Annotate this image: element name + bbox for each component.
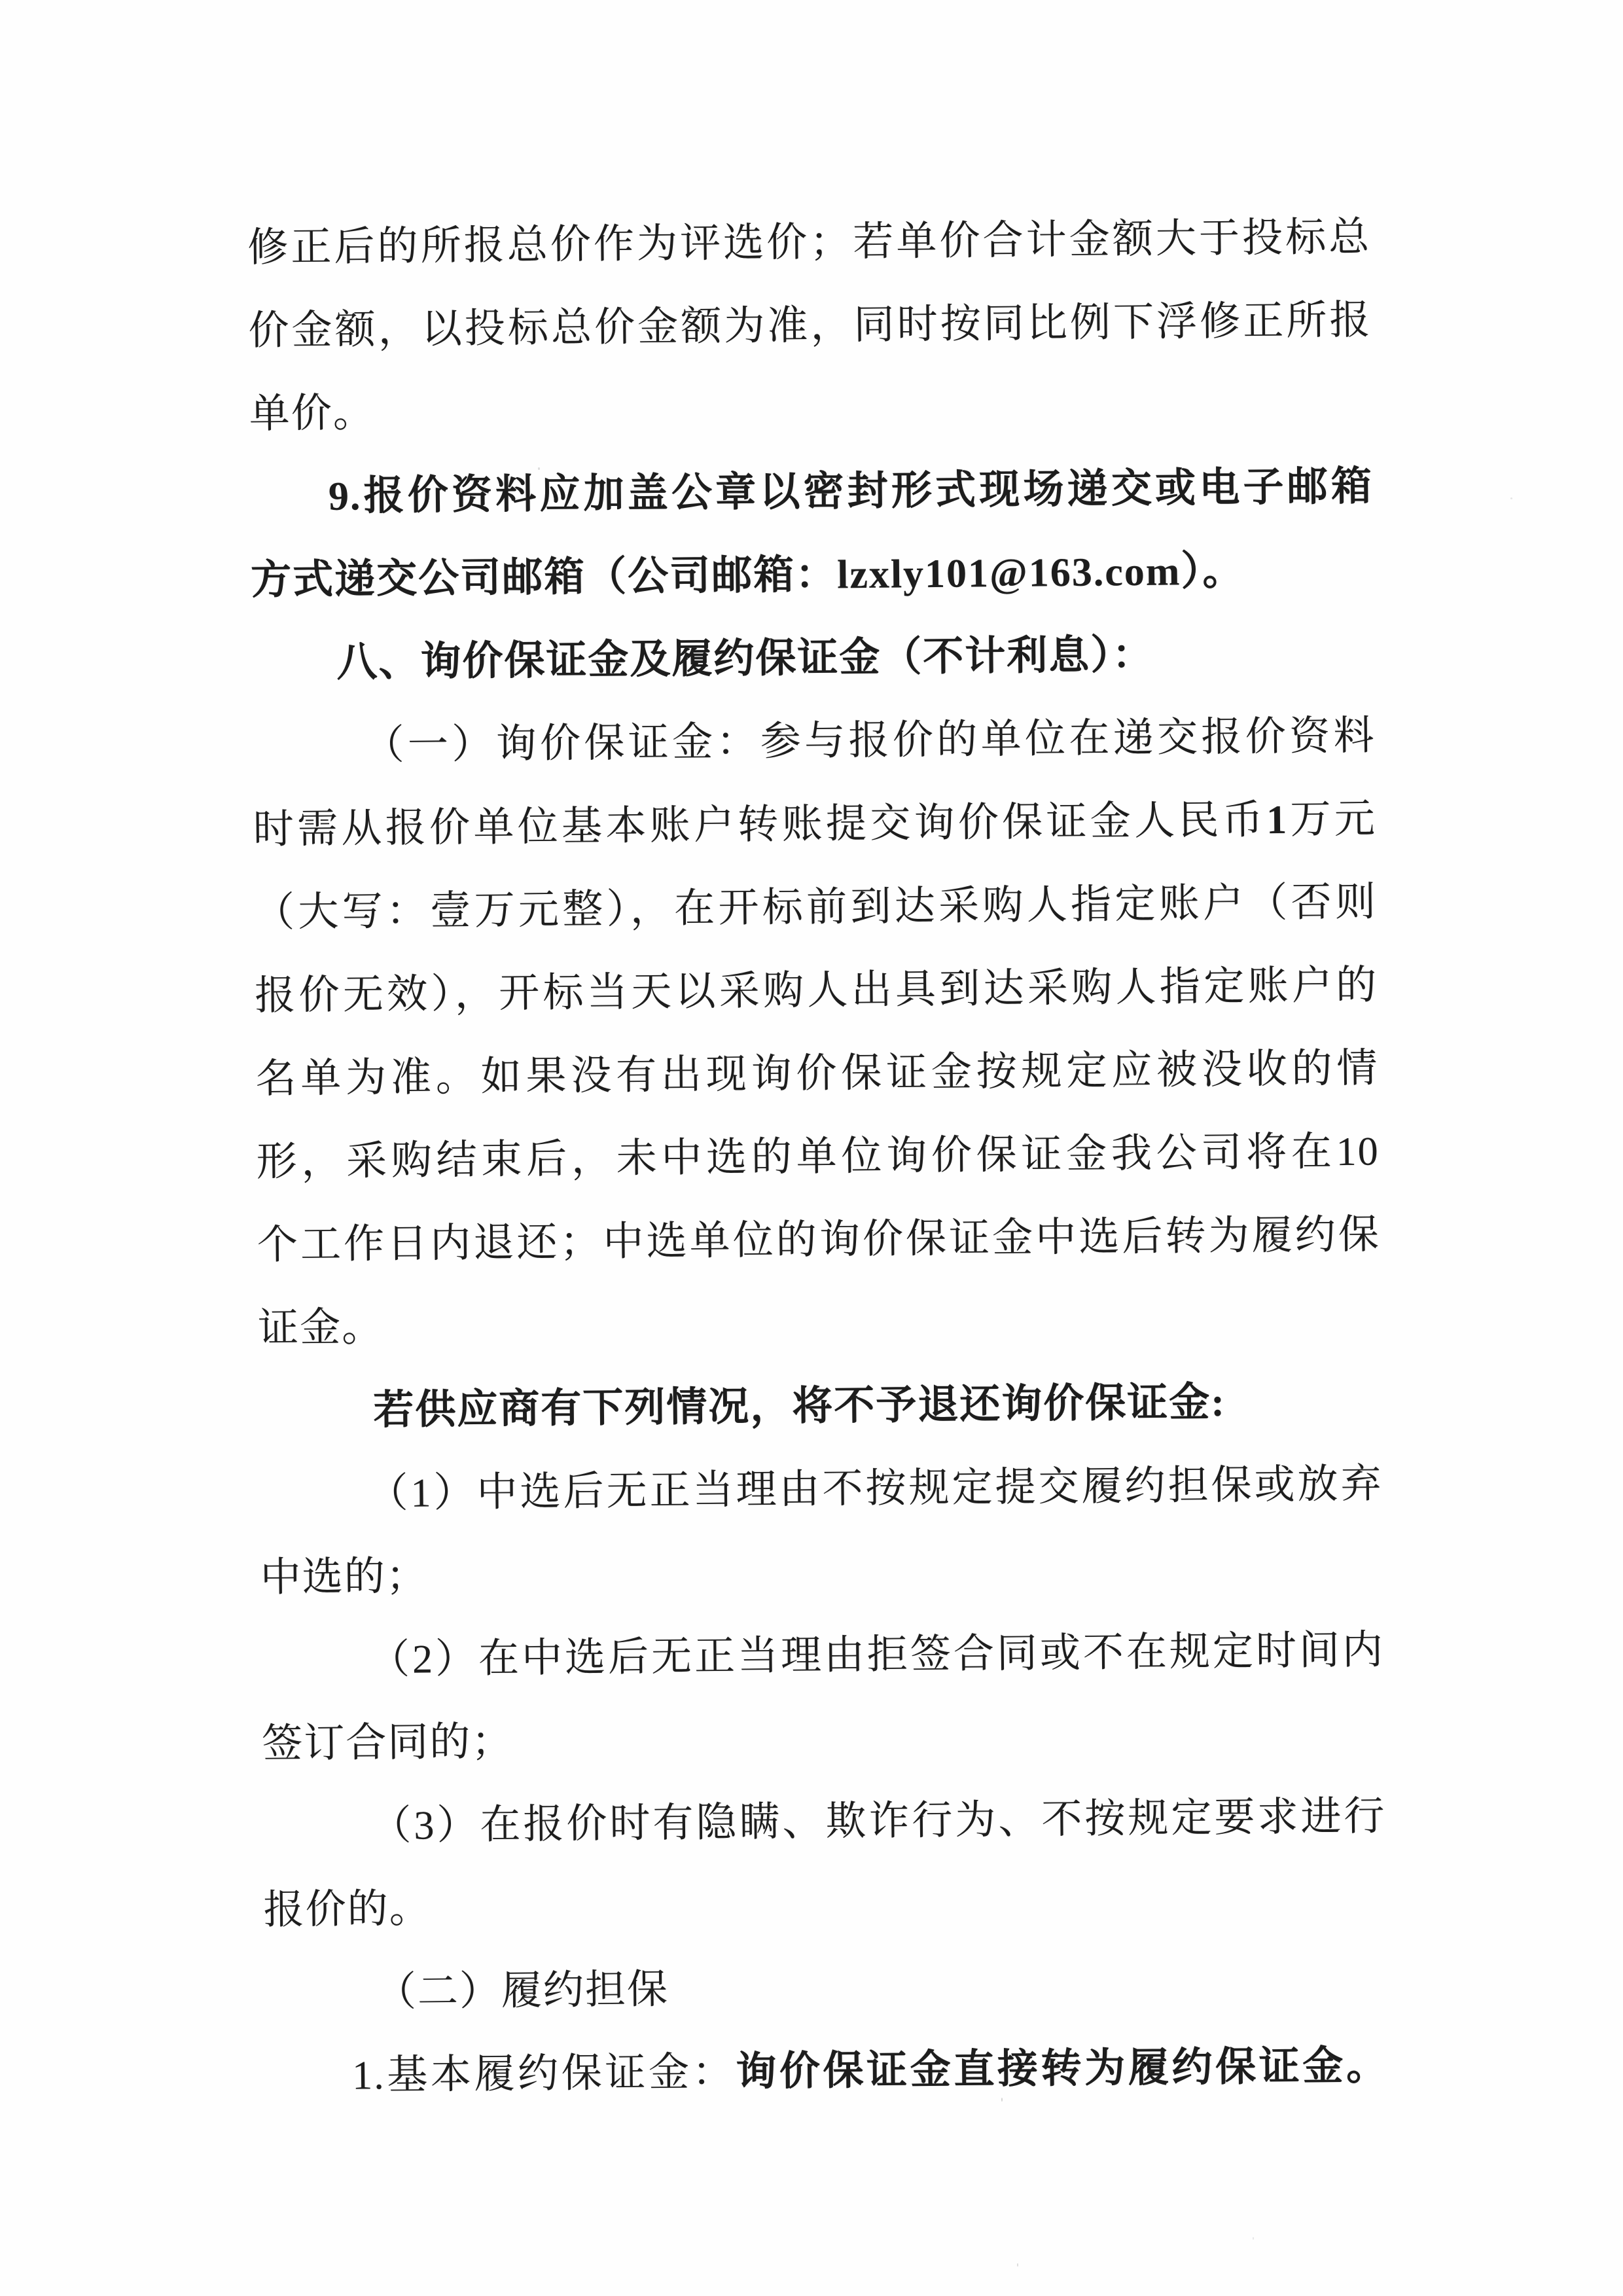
- text-line: [259, 1379, 1382, 1433]
- text-segment: 价金额，以投标总价金额为准，同时按同比例下浮修正所报: [248, 298, 1372, 353]
- text-segment: 万元: [1287, 797, 1377, 842]
- text-segment: 中选的；: [260, 1554, 429, 1600]
- text-line: [251, 631, 1375, 685]
- bold-text-segment: 八、询价保证金及履约保证金（不计利息）：: [336, 632, 1154, 685]
- bold-text-segment: 9.报价资料应加盖公章以密封形式现场递交或电子邮箱: [328, 464, 1374, 519]
- text-segment: 单价。: [249, 391, 376, 437]
- scan-noise-speck: [1253, 2237, 1254, 2240]
- text-line: [249, 382, 1372, 437]
- text-line: [262, 1712, 1385, 1766]
- text-line: [261, 1628, 1385, 1683]
- text-segment: （二）履约担保: [375, 1967, 669, 2015]
- text-line: [248, 299, 1372, 353]
- text-line: [258, 1296, 1382, 1350]
- text-segment: 证金。: [257, 1305, 384, 1351]
- document-text-block: [247, 216, 1389, 2138]
- scan-noise-speck: [538, 467, 540, 470]
- text-line: [260, 1545, 1384, 1600]
- text-line: [252, 714, 1376, 768]
- text-line: [247, 216, 1371, 270]
- text-line: [254, 880, 1378, 935]
- text-segment: （1）中选后无正当理由不按规定提交履约担保或放弃: [367, 1462, 1383, 1516]
- text-segment: 修正后的所报总价作为评选价；若单价合计金额大于投标总: [247, 215, 1371, 270]
- text-segment: 时需从报价单位基本账户转账提交询价保证金人民币: [253, 798, 1267, 852]
- text-segment: （大写：壹万元整），在开标前到达采购人指定账户（否则: [253, 880, 1378, 935]
- scan-noise-speck: [1001, 2098, 1003, 2102]
- text-segment: 报价的。: [263, 1886, 432, 1933]
- text-segment: （2）在中选后无正当理由拒签合同或不在规定时间内: [368, 1628, 1385, 1683]
- text-line: [262, 1795, 1386, 1849]
- text-segment: 个工作日内退还；中选单位的询价保证金中选后转为履约保: [257, 1212, 1381, 1268]
- scan-noise-speck: [1017, 2263, 1018, 2267]
- text-line: [256, 1130, 1380, 1184]
- bold-text-segment: 询价保证金直接转为履约保证金。: [735, 2043, 1389, 2094]
- text-line: [263, 1878, 1387, 1932]
- text-segment: （3）在报价时有隐瞒、欺诈行为、不按规定要求进行: [370, 1794, 1386, 1849]
- text-line: [259, 1462, 1383, 1516]
- text-line: [253, 797, 1377, 852]
- text-line: [265, 2044, 1389, 2098]
- text-segment: （一）询价保证金：参与报价的单位在递交报价资料: [363, 713, 1376, 768]
- text-segment: 签订合同的；: [261, 1719, 514, 1767]
- text-line: [255, 963, 1378, 1018]
- text-line: [251, 548, 1374, 603]
- text-line: [264, 1961, 1388, 2015]
- text-segment: 形，采购结束后，未中选的单位询价保证金我公司将在10: [256, 1129, 1380, 1185]
- bold-text-segment: 1: [1266, 797, 1289, 843]
- scan-noise-speck: [1510, 497, 1512, 499]
- text-segment: 名单为准。如果没有出现询价保证金按规定应被没收的情: [255, 1046, 1379, 1102]
- bold-text-segment: 若供应商有下列情况，将不予退还询价保证金:: [373, 1380, 1226, 1433]
- text-line: [255, 1047, 1379, 1101]
- text-segment: 报价无效），开标当天以采购人出具到达采购人指定账户的: [254, 963, 1378, 1018]
- text-segment: 1.基本履约保证金：: [351, 2049, 736, 2098]
- text-line: [257, 1213, 1381, 1267]
- bold-text-segment: 方式递交公司邮箱（公司邮箱：lzxly101@163.com）。: [250, 548, 1245, 603]
- scan-noise-speck: [847, 475, 848, 477]
- text-line: [250, 465, 1374, 520]
